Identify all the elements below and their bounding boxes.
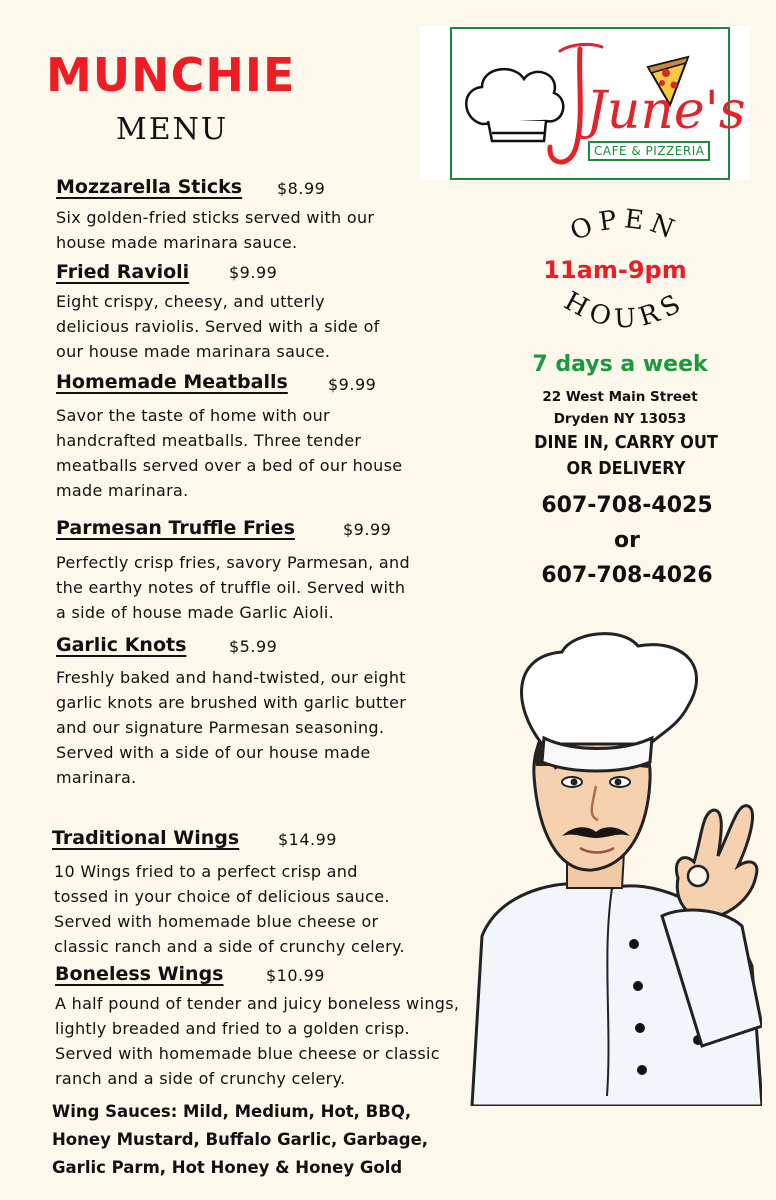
- item-title-homemade-meatballs: Homemade Meatballs: [56, 371, 288, 393]
- item-desc-traditional-wings: 10 Wings fried to a perfect crisp and tossed in your choice of delicious sauce. Served with homemade blue cheese or classic ranch and a side of crunchy celery.: [54, 862, 405, 956]
- item-title-fried-ravioli: Fried Ravioli: [56, 261, 190, 283]
- item-price-garlic-knots: $5.99: [229, 637, 278, 656]
- phone-numbers: [514, 488, 740, 593]
- item-desc-mozzarella-sticks: Six golden-fried sticks served with our house made marinara sauce.: [56, 208, 375, 252]
- item-desc-parmesan-truffle-fries: Perfectly crisp fries, savory Parmesan, and the earthy notes of truffle oil. Served with a side of house made Garlic Aioli.: [56, 553, 410, 622]
- hours-time: 11am-9pm: [543, 256, 687, 284]
- open-word: OPEN: [566, 204, 684, 248]
- item-desc-fried-ravioli: Eight crispy, cheesy, and utterly delicious raviolis. Served with a side of our house made marinara sauce.: [56, 292, 380, 361]
- logo: [450, 27, 746, 180]
- item-desc-homemade-meatballs: Savor the taste of home with our handcrafted meatballs. Three tender meatballs served over a bed of our house made marinara.: [56, 406, 403, 500]
- logo-tagline: CAFE & PIZZERIA: [588, 141, 710, 161]
- item-price-homemade-meatballs: $9.99: [328, 375, 377, 394]
- item-title-traditional-wings: Traditional Wings: [52, 827, 240, 849]
- item-price-fried-ravioli: $9.99: [229, 263, 278, 282]
- wing-sauces: Wing Sauces: Mild, Medium, Hot, BBQ, Honey Mustard, Buffalo Garlic, Garbage, Garlic Parm, Hot Honey & Honey Gold: [52, 1102, 429, 1177]
- days-open: 7 days a week: [532, 352, 708, 377]
- item-price-parmesan-truffle-fries: $9.99: [343, 520, 392, 539]
- phone-2[interactable]: 607-708-4026: [541, 563, 713, 588]
- chef-illustration-icon: [462, 626, 762, 1106]
- phone-1[interactable]: 607-708-4025: [541, 493, 713, 518]
- menu-subtitle: MENU: [116, 112, 229, 147]
- address: 22 West Main Street Dryden NY 13053: [542, 389, 698, 427]
- service-options: DINE IN, CARRY OUT OR DELIVERY: [534, 433, 718, 479]
- item-desc-boneless-wings: A half pound of tender and juicy boneless wings, lightly breaded and fried to a golden crisp. Served with homemade blue cheese or classic ranch and a side of crunchy celery.: [55, 994, 460, 1088]
- item-price-boneless-wings: $10.99: [266, 966, 325, 985]
- item-desc-garlic-knots: Freshly baked and hand-twisted, our eight garlic knots are brushed with garlic butter and our signature Parmesan seasoning. Served with a side of our house made marinara.: [56, 668, 407, 787]
- item-title-garlic-knots: Garlic Knots: [56, 634, 187, 656]
- item-price-traditional-wings: $14.99: [278, 830, 337, 849]
- item-price-mozzarella-sticks: $8.99: [277, 179, 326, 198]
- item-title-boneless-wings: Boneless Wings: [55, 963, 224, 985]
- phone-or: or: [614, 528, 640, 553]
- item-title-parmesan-truffle-fries: Parmesan Truffle Fries: [56, 517, 295, 539]
- logo-name: June's: [586, 81, 746, 141]
- hours-word: HOURS: [559, 286, 691, 335]
- item-title-mozzarella-sticks: Mozzarella Sticks: [56, 176, 243, 198]
- menu-title: MUNCHIE: [46, 48, 296, 102]
